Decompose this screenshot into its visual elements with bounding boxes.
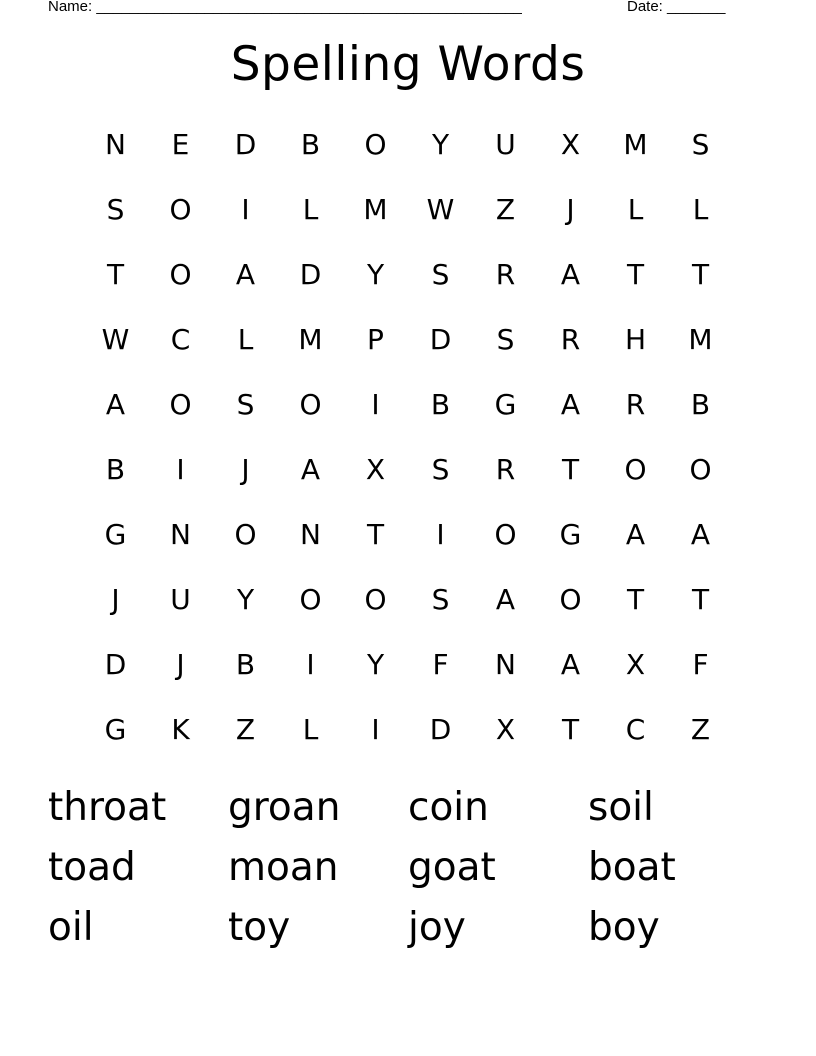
grid-letter: M — [688, 323, 713, 356]
grid-row — [83, 242, 733, 307]
spelling-word: oil — [48, 905, 94, 950]
grid-letter: D — [104, 648, 127, 681]
grid-letter: H — [624, 323, 647, 356]
spelling-word: boy — [588, 905, 660, 950]
grid-letter: R — [560, 323, 581, 356]
grid-row — [83, 502, 733, 567]
grid-letter: A — [560, 258, 581, 291]
grid-letter: A — [560, 648, 581, 681]
grid-letter: O — [689, 453, 712, 486]
grid-letter: T — [691, 258, 710, 291]
grid-row — [83, 307, 733, 372]
grid-letter: R — [495, 453, 516, 486]
grid-letter: L — [627, 193, 644, 226]
grid-letter: O — [364, 583, 387, 616]
grid-letter: F — [692, 648, 709, 681]
grid-letter: T — [561, 713, 580, 746]
grid-row — [83, 697, 733, 762]
grid-letter: A — [105, 388, 126, 421]
spelling-word: goat — [408, 845, 496, 890]
grid-letter: Y — [366, 648, 385, 681]
grid-letter: U — [495, 128, 516, 161]
grid-letter: G — [104, 518, 127, 551]
grid-letter: T — [366, 518, 385, 551]
name-field-label: Name: ___________________________________________________ — [48, 0, 522, 15]
grid-letter: T — [691, 583, 710, 616]
grid-letter: I — [371, 388, 380, 421]
grid-letter: L — [237, 323, 254, 356]
grid-letter: B — [430, 388, 451, 421]
grid-letter: X — [625, 648, 646, 681]
grid-letter: Y — [236, 583, 255, 616]
grid-letter: N — [495, 648, 516, 681]
grid-letter: Z — [495, 193, 516, 226]
grid-letter: T — [561, 453, 580, 486]
grid-letter: O — [559, 583, 582, 616]
grid-letter: I — [306, 648, 315, 681]
grid-letter: Y — [366, 258, 385, 291]
grid-letter: S — [106, 193, 125, 226]
grid-letter: Z — [690, 713, 711, 746]
grid-letter: M — [363, 193, 388, 226]
grid-letter: X — [560, 128, 581, 161]
grid-letter: N — [105, 128, 126, 161]
grid-letter: C — [625, 713, 646, 746]
grid-letter: T — [626, 258, 645, 291]
grid-letter: I — [371, 713, 380, 746]
grid-letter: G — [104, 713, 127, 746]
grid-letter: T — [106, 258, 125, 291]
grid-letter: X — [495, 713, 516, 746]
grid-letter: L — [692, 193, 709, 226]
grid-letter: N — [300, 518, 321, 551]
grid-letter: J — [566, 193, 575, 226]
grid-row — [83, 112, 733, 177]
grid-letter: C — [170, 323, 191, 356]
grid-letter: J — [241, 453, 250, 486]
grid-letter: W — [101, 323, 130, 356]
grid-letter: J — [176, 648, 185, 681]
grid-row — [83, 177, 733, 242]
grid-letter: O — [624, 453, 647, 486]
grid-letter: L — [302, 193, 319, 226]
grid-letter: R — [495, 258, 516, 291]
grid-letter: Y — [431, 128, 450, 161]
grid-letter: O — [234, 518, 257, 551]
grid-row — [83, 632, 733, 697]
grid-letter: O — [364, 128, 387, 161]
grid-letter: E — [171, 128, 190, 161]
page-title: Spelling Words — [230, 37, 586, 92]
grid-letter: S — [431, 453, 450, 486]
grid-letter: A — [495, 583, 516, 616]
worksheet-header — [0, 0, 816, 18]
spelling-word: coin — [408, 785, 489, 830]
grid-letter: M — [623, 128, 648, 161]
grid-letter: D — [299, 258, 322, 291]
grid-row — [83, 437, 733, 502]
grid-letter: S — [431, 583, 450, 616]
spelling-word: moan — [228, 845, 339, 890]
grid-letter: B — [300, 128, 321, 161]
spelling-word: joy — [408, 905, 466, 950]
grid-letter: M — [298, 323, 323, 356]
grid-letter: N — [170, 518, 191, 551]
grid-letter: D — [429, 323, 452, 356]
grid-letter: A — [560, 388, 581, 421]
grid-letter: O — [299, 388, 322, 421]
spelling-word: toy — [228, 905, 291, 950]
grid-letter: B — [105, 453, 126, 486]
word-search-grid — [83, 112, 733, 762]
grid-letter: T — [626, 583, 645, 616]
grid-letter: S — [431, 258, 450, 291]
grid-letter: K — [171, 713, 190, 746]
grid-letter: U — [170, 583, 191, 616]
grid-letter: O — [169, 258, 192, 291]
grid-letter: I — [436, 518, 445, 551]
grid-letter: Z — [235, 713, 256, 746]
grid-letter: X — [365, 453, 386, 486]
grid-letter: O — [299, 583, 322, 616]
spelling-word: soil — [588, 785, 654, 830]
grid-letter: I — [241, 193, 250, 226]
grid-letter: L — [302, 713, 319, 746]
grid-letter: O — [169, 388, 192, 421]
date-field-label: Date: _______ — [627, 0, 726, 15]
grid-letter: D — [234, 128, 257, 161]
spelling-word: groan — [228, 785, 341, 830]
grid-letter: I — [176, 453, 185, 486]
grid-letter: A — [235, 258, 256, 291]
word-list — [48, 778, 768, 958]
grid-row — [83, 372, 733, 437]
grid-letter: G — [559, 518, 582, 551]
grid-letter: J — [111, 583, 120, 616]
grid-letter: A — [625, 518, 646, 551]
grid-letter: S — [691, 128, 710, 161]
grid-letter: O — [169, 193, 192, 226]
spelling-word: throat — [48, 785, 167, 830]
grid-letter: B — [690, 388, 711, 421]
grid-letter: W — [426, 193, 455, 226]
grid-letter: R — [625, 388, 646, 421]
grid-row — [83, 567, 733, 632]
grid-letter: B — [235, 648, 256, 681]
spelling-word: boat — [588, 845, 676, 890]
grid-letter: A — [300, 453, 321, 486]
grid-letter: D — [429, 713, 452, 746]
grid-letter: A — [690, 518, 711, 551]
spelling-word: toad — [48, 845, 136, 890]
grid-letter: G — [494, 388, 517, 421]
grid-letter: F — [432, 648, 449, 681]
grid-letter: P — [367, 323, 384, 356]
grid-letter: S — [236, 388, 255, 421]
grid-letter: S — [496, 323, 515, 356]
grid-letter: O — [494, 518, 517, 551]
